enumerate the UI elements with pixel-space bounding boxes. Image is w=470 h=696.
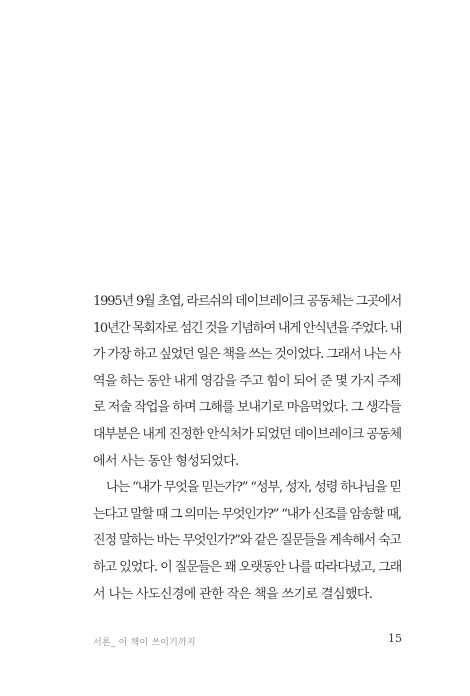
text-line: 서 나는 사도신경에 관한 작은 책을 쓰기로 결심했다. xyxy=(93,586,373,602)
text-line: 대부분은 내게 진정한 안식처가 되었던 데이브레이크 공동체 xyxy=(93,426,401,442)
running-title: 서론_ 이 책이 쓰이기까지 xyxy=(93,638,196,648)
text-line: 가 가장 하고 싶었던 일은 책을 쓰는 것이었다. 그래서 나는 사 xyxy=(93,347,401,363)
text-line: 나는 “내가 무엇을 믿는가?” “성부, 성자, 성령 하나님을 믿 xyxy=(106,480,401,496)
text-line: 1995년 9월 초엽, 라르쉬의 데이브레이크 공동체는 그곳에서 xyxy=(93,294,401,309)
text-line: 로 저술 작업을 하며 그해를 보내기로 마음먹었다. 그 생각들 xyxy=(93,400,401,416)
text-line: 역을 하는 동안 내게 영감을 주고 힘이 되어 준 몇 가지 주제 xyxy=(93,373,401,389)
text-line: 진정 말하는 바는 무엇인가?”와 같은 질문들을 계속해서 숙고 xyxy=(93,533,401,549)
text-line: 에서 사는 동안 형성되었다. xyxy=(93,453,239,469)
text-line: 10년간 목회자로 섬긴 것을 기념하여 내게 안식년을 주었다. 내 xyxy=(93,320,401,336)
text-line: 는다고 말할 때 그 의미는 무엇인가?” “내가 신조를 암송할 때, xyxy=(93,506,401,522)
body-text xyxy=(93,289,401,608)
page-number: 15 xyxy=(388,632,402,645)
text-line: 하고 있었다. 이 질문들은 꽤 오랫동안 나를 따라다녔고, 그래 xyxy=(93,559,401,575)
